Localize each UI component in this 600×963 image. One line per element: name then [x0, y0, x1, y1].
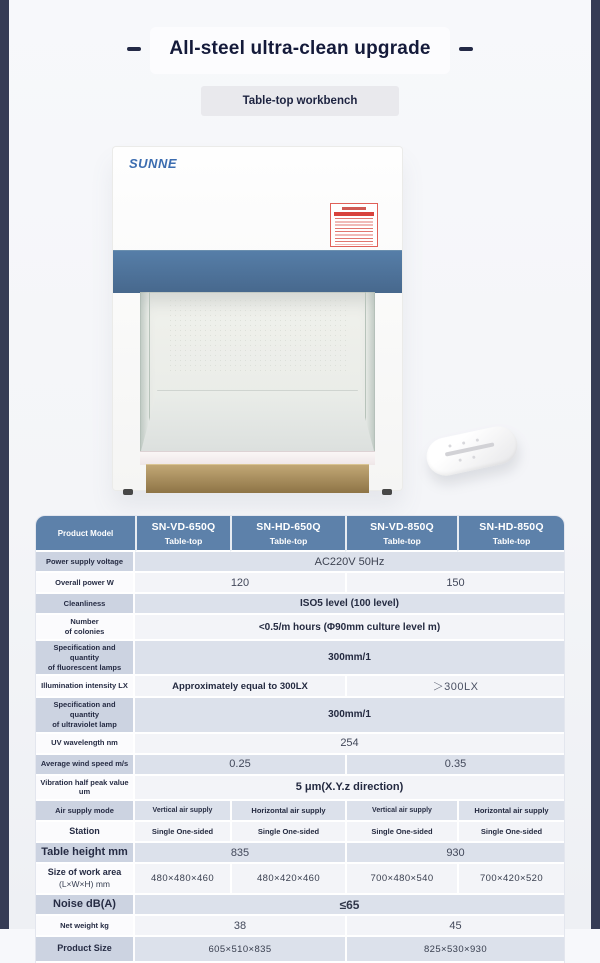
title-dash-right-icon	[459, 47, 473, 51]
cell-value: 825×530×930	[345, 937, 564, 963]
table-row	[36, 895, 564, 916]
cell-value: Horizontal air supply	[230, 801, 345, 822]
table-row	[36, 552, 564, 573]
model-column-header	[135, 516, 230, 552]
cell-value: 300mm/1	[135, 698, 564, 733]
spec-table-grid	[36, 516, 564, 963]
remote-button-icon	[462, 441, 466, 445]
model-type: Table-top	[492, 535, 531, 546]
col-product-model: Product Model	[36, 516, 135, 552]
cell-value: ＞300LX	[345, 676, 564, 698]
sticker-title-line	[342, 207, 366, 210]
model-name: SN-VD-850Q	[370, 520, 434, 533]
blue-front-band	[113, 250, 402, 293]
cell-value: 38	[135, 916, 345, 937]
brand-logo: SUNNE	[129, 156, 178, 171]
table-row	[36, 755, 564, 776]
sticker-text-lines	[335, 218, 373, 245]
row-label: Station	[36, 822, 135, 843]
table-row	[36, 676, 564, 698]
table-row	[36, 843, 564, 864]
table-row	[36, 937, 564, 963]
cell-value: ISO5 level (100 level)	[135, 594, 564, 615]
remote-display-slot	[445, 442, 495, 456]
table-row	[36, 641, 564, 676]
cell-value: Single One-sided	[230, 822, 345, 843]
cell-value: Single One-sided	[135, 822, 230, 843]
product-figure	[0, 128, 600, 510]
row-label: Specification and quantity of ultraviolet lamp	[36, 698, 135, 733]
title-dash-left-icon	[127, 47, 141, 51]
remote-button-icon	[476, 438, 480, 442]
cell-value: 480×480×460	[135, 864, 230, 895]
row-label: Size of work area (L×W×H) mm	[36, 864, 135, 895]
table-row	[36, 698, 564, 733]
model-column-header	[230, 516, 345, 552]
cell-value: 0.25	[135, 755, 345, 776]
table-row	[36, 573, 564, 594]
table-row	[36, 916, 564, 937]
base-trim	[146, 464, 369, 493]
cell-value: Vertical air supply	[345, 801, 457, 822]
remote-control	[423, 423, 521, 479]
sticker-header-bar	[334, 212, 374, 216]
row-label: Air supply mode	[36, 801, 135, 822]
cell-value: Single One-sided	[345, 822, 457, 843]
remote-button-icon	[448, 444, 452, 448]
remote-button-icon	[472, 455, 476, 459]
cell-value: 300mm/1	[135, 641, 564, 676]
cell-value: 930	[345, 843, 564, 864]
cell-value: 45	[345, 916, 564, 937]
spec-table	[36, 516, 564, 963]
table-row	[36, 615, 564, 641]
cell-value: 605×510×835	[135, 937, 345, 963]
table-row	[36, 801, 564, 822]
row-label: Average wind speed m/s	[36, 755, 135, 776]
table-row	[36, 594, 564, 615]
warning-sticker	[330, 203, 378, 247]
cabinet-opening	[140, 292, 375, 451]
row-label: Illumination intensity LX	[36, 676, 135, 698]
hero-section	[9, 0, 591, 116]
cell-value: 835	[135, 843, 345, 864]
cell-value: 480×420×460	[230, 864, 345, 895]
row-label: Overall power W	[36, 573, 135, 594]
cell-value: 0.35	[345, 755, 564, 776]
model-name: SN-HD-850Q	[479, 520, 544, 533]
row-label: Noise dB(A)	[36, 895, 135, 916]
row-label: UV wavelength nm	[36, 734, 135, 755]
cell-value: 120	[135, 573, 345, 594]
clean-bench-image	[113, 147, 402, 490]
cabinet-foot-right	[382, 489, 392, 495]
row-label: Number of colonies	[36, 615, 135, 641]
work-surface	[141, 390, 374, 451]
row-label: Vibration half peak value um	[36, 776, 135, 802]
table-row	[36, 822, 564, 843]
cell-value: 150	[345, 573, 564, 594]
cell-value: Horizontal air supply	[457, 801, 564, 822]
row-label: Product Size	[36, 937, 135, 963]
row-label: Cleanliness	[36, 594, 135, 615]
title-row	[9, 0, 591, 60]
table-row	[36, 864, 564, 895]
cell-value: 254	[135, 734, 564, 755]
model-column-header	[345, 516, 457, 552]
table-header-row	[36, 516, 564, 552]
cell-value: 700×420×520	[457, 864, 564, 895]
model-name: SN-VD-650Q	[151, 520, 216, 533]
model-column-header	[457, 516, 564, 552]
table-row	[36, 776, 564, 802]
row-label: Power supply voltage	[36, 552, 135, 573]
front-sill	[140, 451, 375, 465]
cell-value: Single One-sided	[457, 822, 564, 843]
cell-value: AC220V 50Hz	[135, 552, 564, 573]
model-type: Table-top	[383, 535, 421, 546]
model-type: Table-top	[164, 535, 203, 546]
cell-value: 700×480×540	[345, 864, 457, 895]
model-type: Table-top	[269, 535, 308, 546]
cell-value: ≤65	[135, 895, 564, 916]
product-badge: Table-top workbench	[201, 86, 400, 116]
cabinet-foot-left	[123, 489, 133, 495]
perforated-back-wall	[168, 298, 347, 374]
row-label: Specification and quantity of fluorescent lamps	[36, 641, 135, 676]
remote-button-icon	[458, 458, 462, 462]
row-label: Table height mm	[36, 843, 135, 864]
page-title: All-steel ultra-clean upgrade	[169, 38, 431, 59]
cell-value: <0.5/m hours (Φ90mm culture level m)	[135, 615, 564, 641]
cell-value: 5 μm(X.Y.z direction)	[135, 776, 564, 802]
table-row	[36, 734, 564, 755]
cell-value: Vertical air supply	[135, 801, 230, 822]
row-label: Net weight kg	[36, 916, 135, 937]
cell-value: Approximately equal to 300LX	[135, 676, 345, 698]
model-name: SN-HD-650Q	[256, 520, 321, 533]
